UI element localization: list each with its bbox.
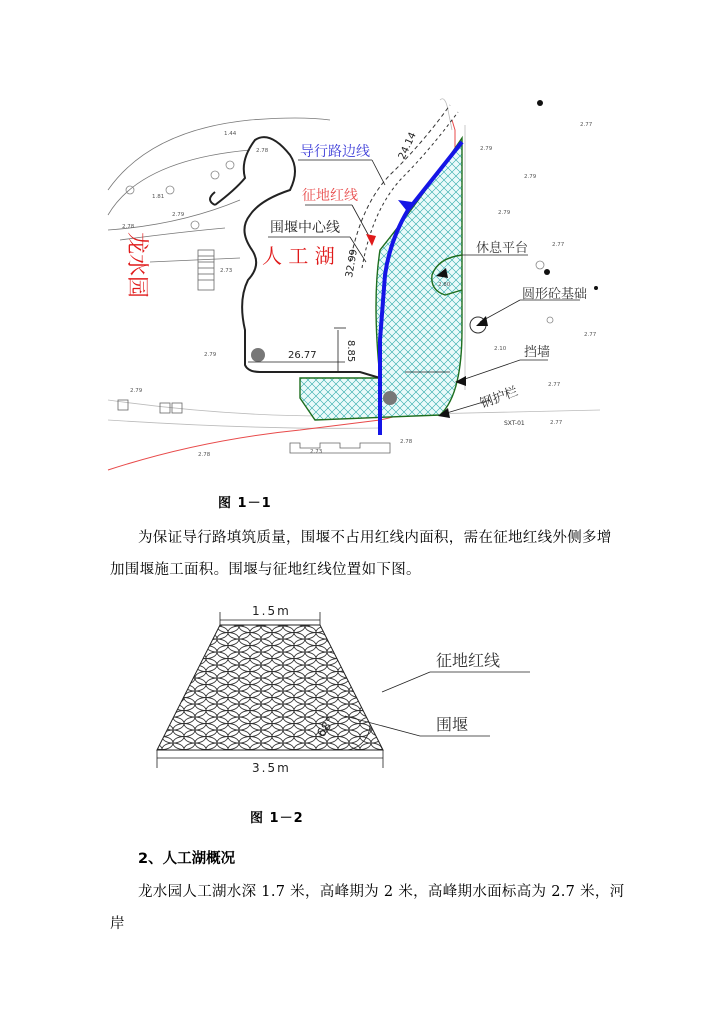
label-railing: 钢护栏: [478, 384, 521, 412]
round-foundation-marker: [251, 348, 265, 362]
label-cofferdam-fig2: 围堰: [436, 715, 469, 734]
svg-text:2.78: 2.78: [400, 439, 413, 445]
figure1-caption: 图 1－1: [218, 496, 272, 511]
dim-2414: 24.14: [396, 130, 419, 162]
angle-label: 68°: [313, 714, 338, 740]
paragraph-1-line-1: 为保证导行路填筑质量，围堰不占用红线内面积，需在征地红线外侧多增: [138, 530, 612, 546]
svg-text:2.10: 2.10: [494, 346, 507, 352]
site-plan-figure: [0, 0, 724, 480]
svg-text:2.79: 2.79: [498, 210, 511, 216]
label-round-foundation: 圆形砼基础: [522, 287, 588, 302]
svg-text:2.77: 2.77: [580, 122, 593, 128]
dim-2677: 26.77: [288, 350, 317, 361]
label-guide-road: 导行路边线: [300, 144, 370, 160]
paragraph-1: [110, 522, 630, 586]
point-symbols: [537, 100, 598, 290]
label-red-line-fig2: 征地红线: [436, 651, 501, 670]
survey-code: SXT-01: [504, 420, 525, 427]
svg-text:2.78: 2.78: [122, 224, 135, 230]
svg-text:2.79: 2.79: [524, 174, 537, 180]
section-heading: 2、人工湖概况: [138, 851, 236, 867]
section-paragraph: [110, 876, 630, 940]
label-rest-platform: 休息平台: [476, 241, 529, 256]
svg-text:2.77: 2.77: [584, 332, 597, 338]
svg-text:2.79: 2.79: [172, 212, 185, 218]
label-cofferdam-center: 围堰中心线: [270, 220, 340, 236]
label-red-line: 征地红线: [302, 188, 358, 204]
label-lake: 人 工 湖: [262, 244, 335, 268]
svg-text:1.81: 1.81: [152, 194, 165, 200]
round-foundation-marker: [383, 391, 397, 405]
red-line-leader: [382, 672, 430, 692]
stairs-symbol: [198, 250, 214, 290]
lake-outline-upper: [210, 192, 215, 205]
cofferdam-trapezoid: [157, 625, 383, 750]
figure2-caption: 图 1－2: [250, 811, 304, 826]
svg-text:2.79: 2.79: [480, 146, 493, 152]
svg-text:2.77: 2.77: [552, 242, 565, 248]
svg-text:2.77: 2.77: [548, 382, 561, 388]
paragraph-1-line-2: 加围堰施工面积。围堰与征地红线位置如下图。: [110, 562, 421, 578]
cofferdam-section-figure: [140, 600, 560, 780]
svg-text:2.79: 2.79: [204, 352, 217, 358]
dim-885: 8.85: [345, 340, 356, 363]
label-retaining-wall: 挡墙: [524, 345, 551, 360]
svg-text:2.78: 2.78: [256, 148, 269, 154]
svg-text:2.73: 2.73: [310, 449, 323, 455]
label-garden: 龙水园: [124, 232, 149, 299]
section-paragraph-line-1: 龙水园人工湖水深 1.7 米，高峰期为 2 米，高峰期水面标高为 2.7 米，河岸: [110, 884, 625, 932]
svg-text:2.79: 2.79: [130, 388, 143, 394]
bottom-width-label: 3.5m: [252, 761, 291, 775]
top-width-label: 1.5m: [252, 604, 291, 618]
svg-text:1.44: 1.44: [224, 131, 237, 137]
svg-text:2.80: 2.80: [438, 282, 451, 288]
svg-text:2.77: 2.77: [550, 420, 563, 426]
svg-text:2.78: 2.78: [198, 452, 211, 458]
dim-3299: 32.99: [344, 248, 360, 279]
svg-text:2.73: 2.73: [220, 268, 233, 274]
